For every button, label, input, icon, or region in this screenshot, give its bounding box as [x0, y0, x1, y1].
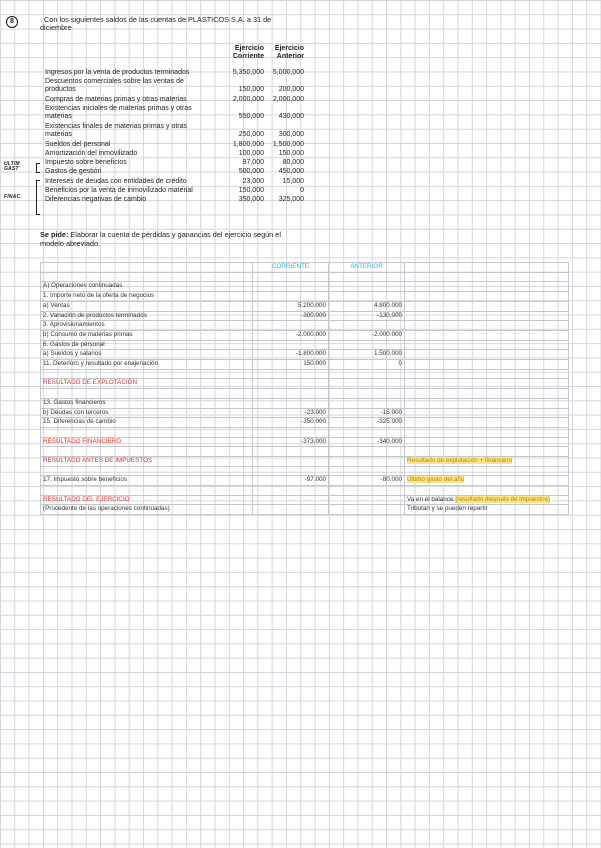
sheet-row — [41, 408, 569, 418]
sheet-row-anterior: -325.000 — [329, 418, 405, 428]
balance-label-line: Beneficios por la venta de inmovilizado material — [45, 187, 193, 194]
sheet-row-label: 11. Deterioro y resultado por enajenación — [41, 360, 253, 370]
sheet-row-label: b) Consumo de materias primas — [41, 330, 253, 340]
balance-current-value: 5,350,000 — [232, 69, 264, 76]
sheet-row — [41, 447, 569, 457]
balance-label-line: productos — [45, 86, 76, 93]
sheet-row-anterior — [329, 456, 405, 466]
problem-intro — [40, 16, 271, 32]
balance-label — [45, 141, 110, 149]
sheet-row-anterior — [329, 447, 405, 457]
sheet-row-anterior: 4.800.000 — [329, 301, 405, 311]
sheet-row-corriente: -23.000 — [253, 408, 329, 418]
balance-current-value: 350,000 — [238, 196, 264, 203]
col-current-line2: Corriente — [232, 53, 264, 60]
sheet-row — [41, 486, 569, 496]
sheet-header-notes — [405, 263, 569, 273]
sheet-row-corriente — [253, 505, 329, 515]
balance-label — [45, 69, 189, 77]
sheet-row-corriente — [253, 456, 329, 466]
sheet-row-label — [41, 369, 253, 379]
sheet-row-note — [405, 437, 569, 447]
balance-previous-value: 2,000,000 — [272, 96, 304, 103]
balance-label-line: Compras de materias primas y otras materias — [45, 96, 187, 103]
sheet-row-note — [405, 456, 569, 466]
sheet-row — [41, 292, 569, 302]
sheet-row — [41, 350, 569, 360]
balance-label — [45, 105, 192, 121]
sheet-row — [41, 301, 569, 311]
sheet-row-note — [405, 321, 569, 331]
sheet-row — [41, 398, 569, 408]
balance-label-line: Diferencias negativas de cambio — [45, 196, 147, 203]
sheet-row-label — [41, 272, 253, 282]
problem-number-badge: 8 — [6, 16, 18, 28]
income-statement-sheet — [40, 262, 569, 515]
sheet-row-note — [405, 311, 569, 321]
sheet-row-corriente — [253, 292, 329, 302]
col-previous-line2: Anterior — [276, 53, 304, 60]
sheet-row-label: 17. Impuesto sobre beneficios — [41, 476, 253, 486]
sheet-row — [41, 379, 569, 389]
balance-label-line: materias — [45, 113, 72, 120]
sheet-row-label — [41, 466, 253, 476]
sheet-row-note — [405, 486, 569, 496]
sheet-row-note — [405, 340, 569, 350]
sheet-note-text: Resultado de explotación + financiero — [407, 456, 513, 464]
balance-current-value: 550,000 — [238, 113, 264, 120]
sheet-row-label: 3. Aprovisionamientos — [41, 321, 253, 331]
sheet-row-corriente — [253, 447, 329, 457]
task-label: Se pide: — [40, 230, 69, 239]
sheet-row-note — [405, 505, 569, 515]
sheet-row-label: 6. Gastos de personal — [41, 340, 253, 350]
balance-previous-value: 80,000 — [282, 159, 304, 166]
sheet-row-anterior: -2.000.000 — [329, 330, 405, 340]
sheet-row-anterior — [329, 321, 405, 331]
sheet-row-anterior: -130.000 — [329, 311, 405, 321]
sheet-row-note — [405, 447, 569, 457]
balance-label-line: Existencias iniciales de materias primas y otras — [45, 105, 192, 112]
sheet-row-label: RESULTADO ANTES DE IMPUESTOS — [41, 456, 253, 466]
sheet-row-corriente: -350.000 — [253, 418, 329, 428]
sheet-note-highlight: (resultado después de impuestos) — [455, 495, 551, 503]
balance-label — [45, 150, 137, 158]
balance-label-line: Intereses de deudas con entidades de crédito — [45, 178, 187, 185]
balance-previous-value: 430,000 — [278, 113, 304, 120]
col-previous-line1: Ejercicio — [274, 45, 304, 52]
sheet-row-label — [41, 486, 253, 496]
balance-current-value: 1,800,000 — [232, 141, 264, 148]
sheet-row-anterior — [329, 340, 405, 350]
sheet-row — [41, 340, 569, 350]
balance-previous-value: 0 — [300, 187, 304, 194]
sheet-row — [41, 389, 569, 399]
sheet-note-text: Último gasto del año — [407, 476, 465, 484]
col-header-previous — [258, 45, 304, 61]
balance-previous-value: 1,500,000 — [272, 141, 304, 148]
sheet-note-text: Va en el balance — [407, 495, 456, 503]
balance-previous-value: 325,000 — [278, 196, 304, 203]
sheet-row — [41, 476, 569, 486]
col-current-line1: Ejercicio — [234, 45, 264, 52]
sheet-row-note — [405, 292, 569, 302]
col-header-current — [214, 45, 264, 61]
sheet-row-note — [405, 330, 569, 340]
sheet-row-label: 15. Diferencias de cambio — [41, 418, 253, 428]
sheet-row-corriente — [253, 389, 329, 399]
balance-previous-value: 15,000 — [282, 178, 304, 185]
sheet-row-corriente: -2.000.000 — [253, 330, 329, 340]
sheet-row — [41, 466, 569, 476]
sheet-row — [41, 321, 569, 331]
balance-label-line: Descuentos comerciales sobre las ventas de — [45, 78, 184, 85]
sheet-row-corriente — [253, 486, 329, 496]
balance-label-line: Amortización del inmovilizado — [45, 150, 138, 157]
sheet-header-blank — [41, 263, 253, 273]
task-text-line2: modelo abreviado. — [40, 238, 101, 248]
sheet-row-corriente — [253, 398, 329, 408]
sheet-row-anterior — [329, 282, 405, 292]
sheet-row-note — [405, 398, 569, 408]
balance-current-value: 23,000 — [242, 178, 264, 185]
sheet-row-corriente — [253, 272, 329, 282]
task-statement — [40, 231, 281, 248]
sheet-row-anterior — [329, 505, 405, 515]
sheet-row-anterior — [329, 292, 405, 302]
sheet-row-label: RESULTADO DEL EJERCICIO — [41, 495, 253, 505]
sheet-row — [41, 369, 569, 379]
sheet-row — [41, 418, 569, 428]
sheet-row-label — [41, 389, 253, 399]
sheet-row-corriente — [253, 466, 329, 476]
sheet-row-note — [405, 369, 569, 379]
balance-label-line: Ingresos por la venta de productos terminados — [45, 69, 190, 76]
balance-previous-value: 450,000 — [278, 168, 304, 175]
sheet-row — [41, 282, 569, 292]
hand-ultim-2: GAST — [4, 166, 19, 172]
sheet-row-anterior — [329, 398, 405, 408]
sheet-row-corriente — [253, 340, 329, 350]
sheet-row — [41, 311, 569, 321]
sheet-row-note — [405, 379, 569, 389]
sheet-row-corriente: -300.000 — [253, 311, 329, 321]
hand-ultim-1: ULTIM — [4, 161, 20, 167]
sheet-row-corriente: 5.200.000 — [253, 301, 329, 311]
sheet-row-label — [41, 427, 253, 437]
sheet-row — [41, 495, 569, 505]
sheet-row-note — [405, 301, 569, 311]
balance-current-value: 150,000 — [238, 187, 264, 194]
intro-line-2: diciembre — [40, 23, 72, 33]
sheet-row-label: 2. Variación de productos terminados — [41, 311, 253, 321]
sheet-row-anterior — [329, 272, 405, 282]
intro-line-1: . Con los siguientes saldos de las cuentas de PLASTICOS S.A. a 31 de — [40, 15, 272, 24]
sheet-row-corriente — [253, 495, 329, 505]
sheet-header-anterior: ANTERIOR — [329, 263, 405, 273]
balance-current-value: 250,000 — [238, 131, 264, 138]
sheet-row — [41, 437, 569, 447]
sheet-row-corriente: -97.000 — [253, 476, 329, 486]
sheet-row-label: 13. Gastos financieros — [41, 398, 253, 408]
sheet-row — [41, 272, 569, 282]
sheet-row-anterior: -340.000 — [329, 437, 405, 447]
balance-label-line: Impuesto sobre beneficios — [45, 159, 127, 166]
sheet-row-label: RESULTADO FINANCIERO — [41, 437, 253, 447]
sheet-row-note — [405, 427, 569, 437]
sheet-row-label: RESULTADO DE EXPLOTACIÓN — [41, 379, 253, 389]
handwritten-note-ultim — [4, 162, 20, 172]
brace-ultim — [36, 163, 40, 173]
sheet-row-anterior — [329, 389, 405, 399]
sheet-row — [41, 427, 569, 437]
balance-current-value: 500,000 — [238, 168, 264, 175]
balance-previous-value: 5,000,000 — [272, 69, 304, 76]
sheet-row-label: A) Operaciones continuadas — [41, 282, 253, 292]
sheet-row-anterior — [329, 369, 405, 379]
balance-label-line: Gastos de gestión — [45, 168, 102, 175]
sheet-row-label: 1. Importe neto de la oferta de negocios — [41, 292, 253, 302]
balance-current-value: 2,000,000 — [232, 96, 264, 103]
sheet-row-label — [41, 447, 253, 457]
balance-label-line: Sueldos del personal — [45, 141, 111, 148]
balance-current-value: 150,000 — [238, 86, 264, 93]
balance-current-value: 100,000 — [238, 150, 264, 157]
balance-label — [45, 159, 127, 167]
sheet-row-anterior — [329, 427, 405, 437]
balance-label — [45, 123, 187, 139]
sheet-row-anterior — [329, 486, 405, 496]
sheet-row-label: b) Deudas con terceros — [41, 408, 253, 418]
sheet-row-label: (Procedente de las operaciones continuadas) — [41, 505, 253, 515]
balance-previous-value: 150,000 — [278, 150, 304, 157]
task-text: Elaborar la cuenta de pérdidas y ganancias del ejercicio según el — [68, 230, 281, 239]
sheet-row-anterior: 0 — [329, 360, 405, 370]
sheet-row-note — [405, 272, 569, 282]
balance-label-line: materias — [45, 131, 72, 138]
balance-label — [45, 78, 184, 94]
sheet-header-corriente: CORRIENTE — [253, 263, 329, 273]
sheet-row-corriente — [253, 379, 329, 389]
sheet-header-row — [41, 263, 569, 273]
sheet-row-label: a) Ventas — [41, 301, 253, 311]
sheet-row-corriente — [253, 282, 329, 292]
brace-financ — [36, 180, 40, 215]
sheet-row-corriente — [253, 427, 329, 437]
sheet-row-corriente: -1.800.000 — [253, 350, 329, 360]
sheet-row-note — [405, 408, 569, 418]
handwritten-note-financ: FINAC. — [4, 194, 22, 200]
balance-label-line: Existencias finales de materias primas y otras — [45, 123, 187, 130]
sheet-row-anterior — [329, 466, 405, 476]
sheet-row — [41, 360, 569, 370]
sheet-row-note — [405, 350, 569, 360]
balance-previous-value: 200,000 — [278, 86, 304, 93]
sheet-row-anterior: -15.000 — [329, 408, 405, 418]
balance-label — [45, 178, 187, 186]
sheet-row-corriente — [253, 321, 329, 331]
sheet-row-anterior — [329, 495, 405, 505]
sheet-row-note — [405, 282, 569, 292]
balance-label — [45, 168, 101, 176]
sheet-row-corriente: 150.000 — [253, 360, 329, 370]
sheet-row-anterior — [329, 379, 405, 389]
sheet-row-note — [405, 418, 569, 428]
sheet-row — [41, 456, 569, 466]
sheet-row-note — [405, 495, 569, 505]
sheet-row-note — [405, 389, 569, 399]
balance-previous-value: 300,000 — [278, 131, 304, 138]
balance-label — [45, 196, 146, 204]
sheet-row-corriente: -373.000 — [253, 437, 329, 447]
sheet-note-text: Tributan y se pueden repartir — [407, 505, 488, 513]
sheet-row-note — [405, 476, 569, 486]
sheet-row — [41, 330, 569, 340]
balance-label — [45, 96, 187, 104]
sheet-row-corriente — [253, 369, 329, 379]
sheet-row-note — [405, 360, 569, 370]
balance-current-value: 97,000 — [242, 159, 264, 166]
sheet-row-label: a) Sueldos y salarios — [41, 350, 253, 360]
sheet-row-anterior: 1.500.000 — [329, 350, 405, 360]
sheet-row-anterior: -80.000 — [329, 476, 405, 486]
sheet-row — [41, 505, 569, 515]
sheet-row-note — [405, 466, 569, 476]
balance-label — [45, 187, 193, 195]
